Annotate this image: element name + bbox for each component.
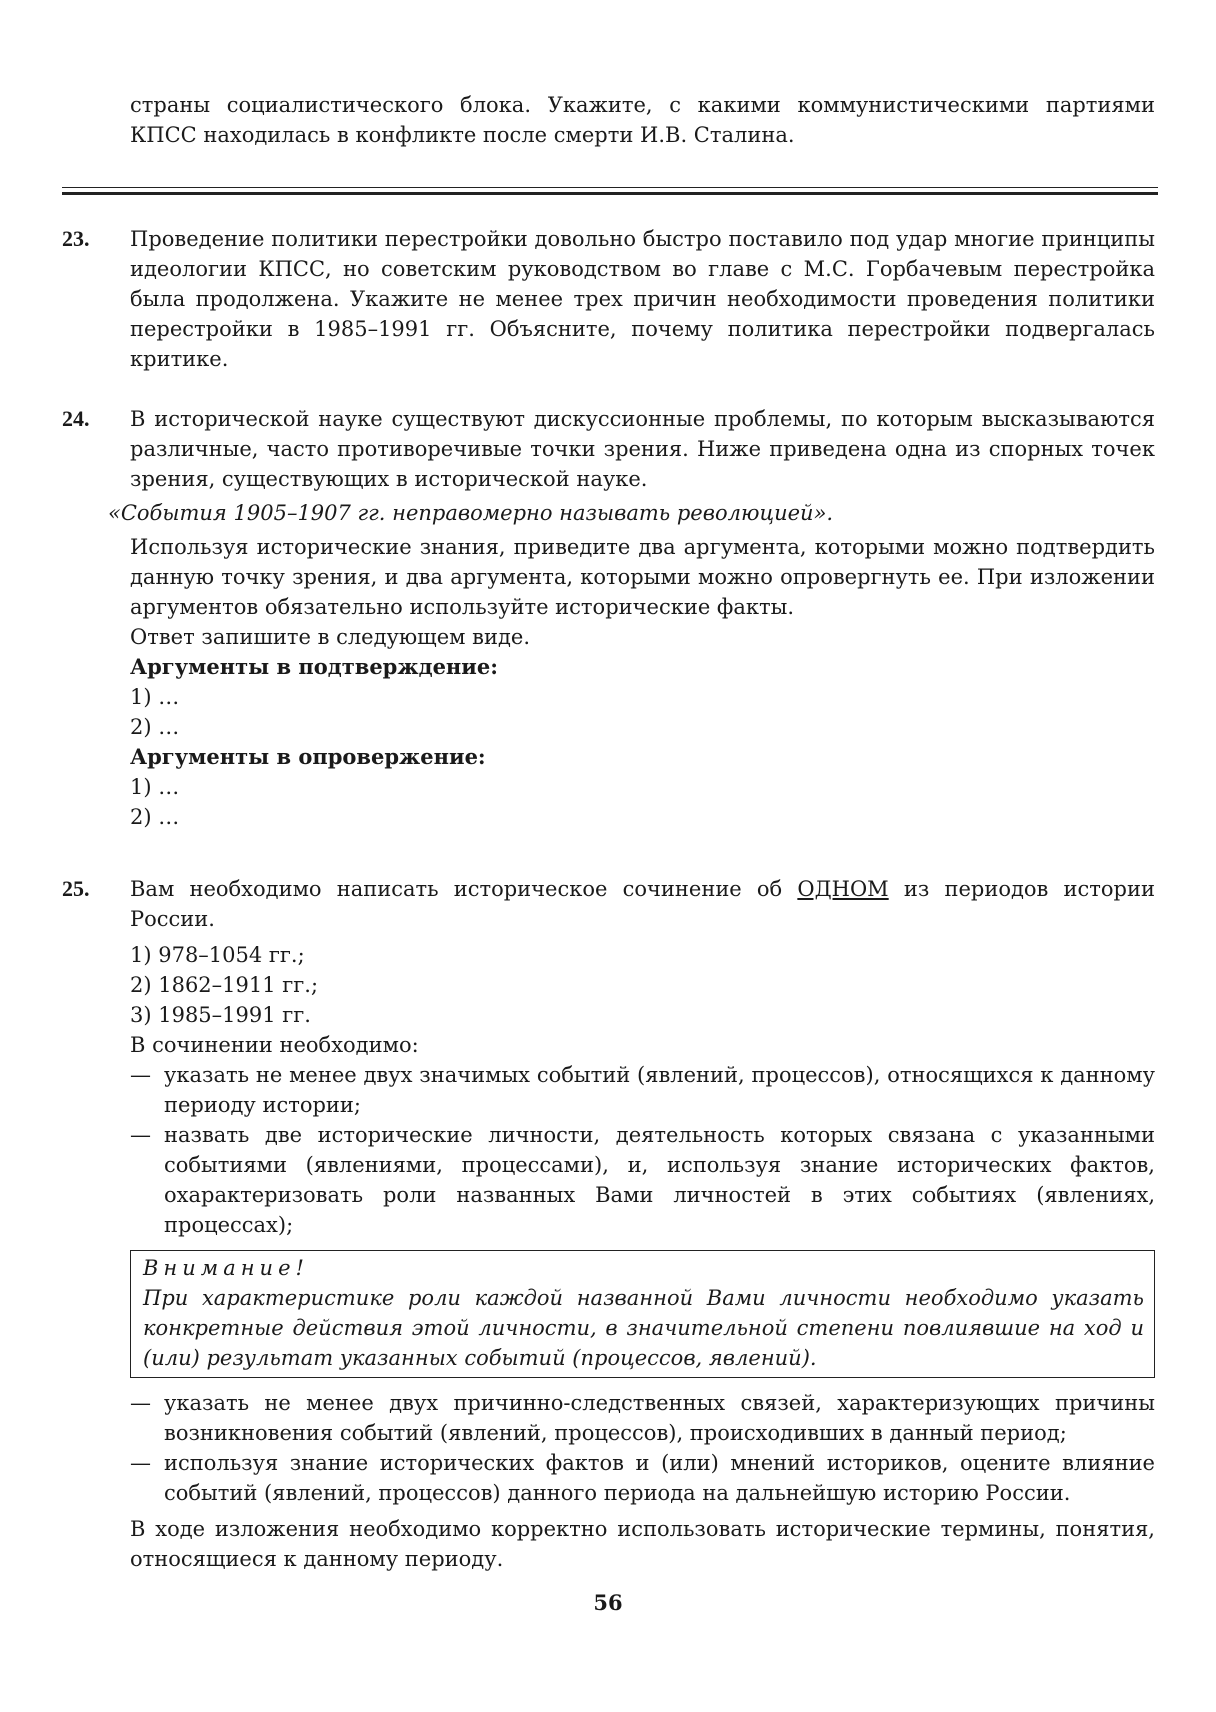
separator-rule-top [62, 187, 1158, 188]
dash-marker: — [130, 1063, 151, 1087]
intro-paragraph [130, 90, 1155, 150]
task-25-intro [130, 874, 1155, 934]
requirements-heading: В сочинении необходимо: [130, 1033, 419, 1057]
task-25-body [130, 874, 1155, 1574]
dash-marker: — [130, 1451, 151, 1475]
period-item: 1) 978–1054 гг.; [130, 943, 305, 967]
task-25-intro-after: из периодов истории России. [130, 877, 1155, 931]
confirm-heading: Аргументы в подтверждение: [130, 654, 498, 679]
requirement-text: указать не менее двух значимых событий (явлений, процессов), относящихся к данному периоду истории; [164, 1063, 1155, 1117]
task-number: 25. [62, 876, 90, 901]
task-number: 23. [62, 226, 90, 251]
requirement-item [130, 1448, 1155, 1508]
task-23-text: Проведение политики перестройки довольно быстро поставило под удар многие принципы идеологии КПСС, но советским руководством во главе с М.С. Горбачевым перестройка была продолжена. Укажите не менее трех причин необходимости проведения политики перестройки в 1985–1991 гг. Объясните, почему политика перестройки подвергалась критике. [130, 227, 1155, 371]
task-23 [62, 224, 1158, 374]
attention-title: Внимание! [143, 1256, 309, 1280]
dash-marker: — [130, 1391, 151, 1415]
requirement-text: указать не менее двух причинно-следственных связей, характеризующих причины возникновения событий (явлений, процессов), происходивших в данный период; [164, 1391, 1155, 1445]
task-24-body [108, 404, 1155, 832]
period-item: 2) 1862–1911 гг.; [130, 973, 319, 997]
attention-text: При характеристике роли каждой названной Вами личности необходимо указать конкретные действия этой личности, в значительной степени повлиявшие на ход и (или) результат указанных событий (процессов, явлений). [143, 1286, 1144, 1370]
intro-line: страны социалистического блока. Укажите, с какими коммунистическими партиями [130, 93, 1155, 117]
confirm-item: 1) … [130, 685, 180, 709]
requirement-text: используя знание исторических фактов и (или) мнений историков, оцените влияние событий (явлений, процессов) данного периода на дальнейшую историю России. [164, 1451, 1155, 1505]
requirement-item [130, 1120, 1155, 1240]
task-24-instruction: Используя исторические знания, приведите два аргумента, которыми можно подтвердить данную точку зрения, и два аргумента, которыми можно опровергнуть ее. При изложении аргументов обязательно используйте исторические факты. [130, 535, 1155, 619]
refute-item: 1) … [130, 775, 180, 799]
attention-box [130, 1250, 1155, 1378]
task-24-intro: В исторической науке существуют дискуссионные проблемы, по которым высказываются различные, часто противоречивые точки зрения. Ниже приведена одна из спорных точек зрения, существующих в исторической науке. [130, 407, 1155, 491]
page-number: 56 [593, 1590, 623, 1615]
requirement-text: назвать две исторические личности, деятельность которых связана с указанными событиями (явлениями, процессами), и, используя знание исторических фактов, охарактеризовать роли названных Вами личностей в этих событиях (явлениях, процессах); [164, 1123, 1155, 1237]
refute-item: 2) … [130, 805, 180, 829]
task-25-closing: В ходе изложения необходимо корректно использовать исторические термины, понятия, относящиеся к данному периоду. [130, 1517, 1155, 1571]
intro-line: КПСС находилась в конфликте после смерти И.В. Сталина. [130, 123, 795, 147]
requirement-item [130, 1388, 1155, 1448]
task-24-quote: «События 1905–1907 гг. неправомерно называть революцией». [108, 501, 834, 525]
period-item: 3) 1985–1991 гг. [130, 1003, 311, 1027]
task-25 [62, 874, 1158, 1574]
task-23-body [130, 224, 1155, 374]
separator-rule-bottom [62, 192, 1158, 195]
refute-heading: Аргументы в опровержение: [130, 744, 486, 769]
dash-marker: — [130, 1123, 151, 1147]
task-25-intro-before: Вам необходимо написать историческое сочинение об [130, 877, 798, 901]
task-24 [62, 404, 1158, 832]
requirement-item [130, 1060, 1155, 1120]
task-number: 24. [62, 406, 90, 431]
task-25-intro-emphasis: ОДНОМ [797, 877, 889, 901]
confirm-item: 2) … [130, 715, 180, 739]
task-24-answer-format: Ответ запишите в следующем виде. [130, 625, 530, 649]
period-list [130, 940, 1155, 1030]
